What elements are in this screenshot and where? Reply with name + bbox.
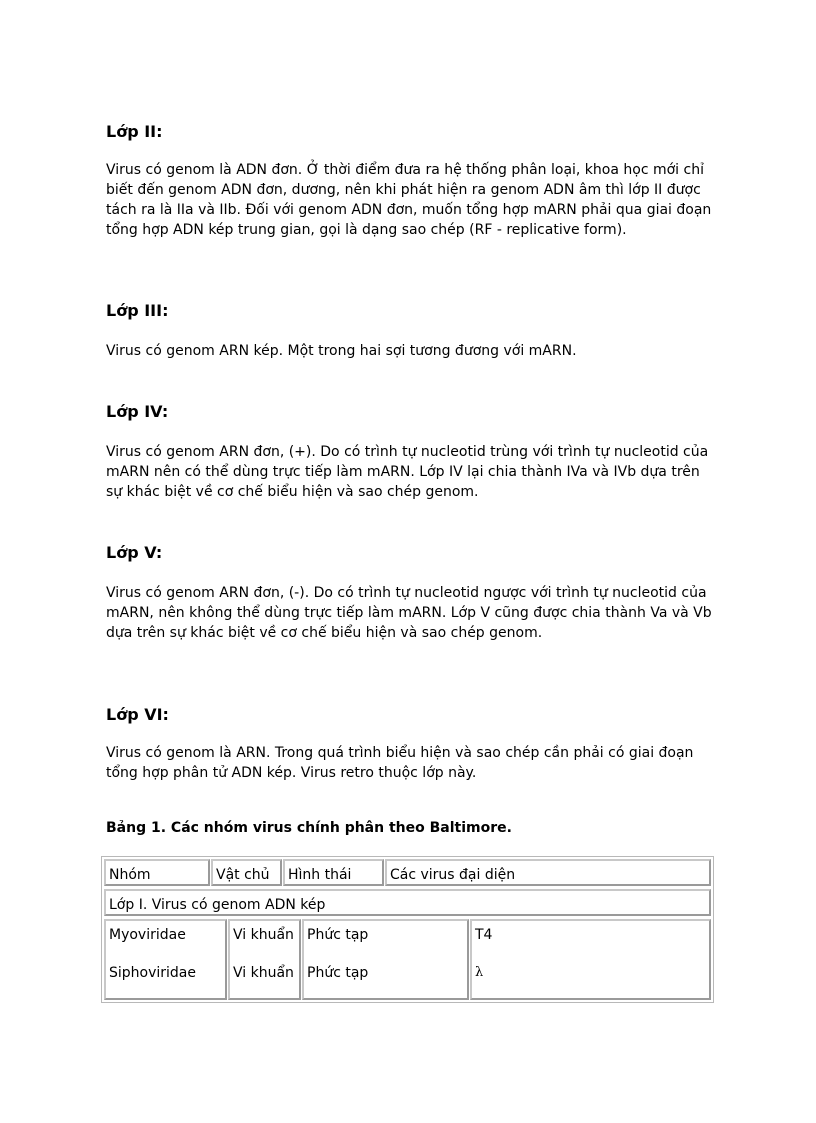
table-row-cell: Siphoviridae [109,965,197,981]
table-row-cell: Phức tạp [307,965,369,981]
table-cell-nhom [104,919,227,1000]
table-header-cell: Hình thái [283,859,384,886]
table-row-cell: Phức tạp [307,927,369,943]
section-text-lop-iv: Virus có genom ARN đơn, (+). Do có trình tự nucleotid trùng với trình tự nucleotid của mARN nên có thể dùng trực tiếp làm mARN. Lớp IV lại chia thành IVa và IVb dựa trên sự khác biệt về cơ chế biểu hiện và sao chép genom. [106,444,709,500]
table-row-cell: T4 [475,927,493,943]
table-header-cell: Nhóm [104,859,210,886]
table-group-row: Lớp I. Virus có genom ADN kép [104,889,711,916]
section-text-lop-v: Virus có genom ARN đơn, (-). Do có trình tự nucleotid ngược với trình tự nucleotid của mARN, nên không thể dùng trực tiếp làm mARN. Lớp V cũng được chia thành Va và Vb dựa trên sự khác biệt về cơ chế biểu hiện và sao chép genom. [106,585,712,641]
section-text-lop-iii: Virus có genom ARN kép. Một trong hai sợi tương đương với mARN. [106,343,577,359]
table-row-cell: λ [475,965,484,980]
section-text-lop-vi: Virus có genom là ARN. Trong quá trình biểu hiện và sao chép cần phải có giai đoạn tổng hợp phân tử ADN kép. Virus retro thuộc lớp này. [106,745,694,781]
table-header-cell: Các virus đại diện [385,859,711,886]
baltimore-table [101,856,714,1003]
section-text-lop-ii: Virus có genom là ADN đơn. Ở thời điểm đưa ra hệ thống phân loại, khoa học mới chỉ biết đến genom ADN đơn, dương, nên khi phát hiện ra genom ADN âm thì lớp II được tách ra là IIa và IIb. Đối với genom ADN đơn, muốn tổng hợp mARN phải qua giai đoạn tổng hợp ADN kép trung gian, gọi là dạng sao chép (RF - replicative form). [106,162,712,238]
section-heading-lop-iii: Lớp III: [106,301,169,320]
section-heading-lop-vi: Lớp VI: [106,705,169,724]
table-cell-vat-chu [228,919,301,1000]
table-cell-virus-dai-dien [470,919,711,1000]
table-cell-hinh-thai [302,919,469,1000]
table-caption: Bảng 1. Các nhóm virus chính phân theo Baltimore. [106,820,512,836]
section-heading-lop-iv: Lớp IV: [106,402,169,421]
table-header-cell: Vật chủ [211,859,282,886]
table-row-cell: Vi khuẩn [233,927,294,943]
table-row-cell: Myoviridae [109,927,186,943]
section-heading-lop-ii: Lớp II: [106,122,163,141]
section-heading-lop-v: Lớp V: [106,543,163,562]
table-row-cell: Vi khuẩn [233,965,294,981]
